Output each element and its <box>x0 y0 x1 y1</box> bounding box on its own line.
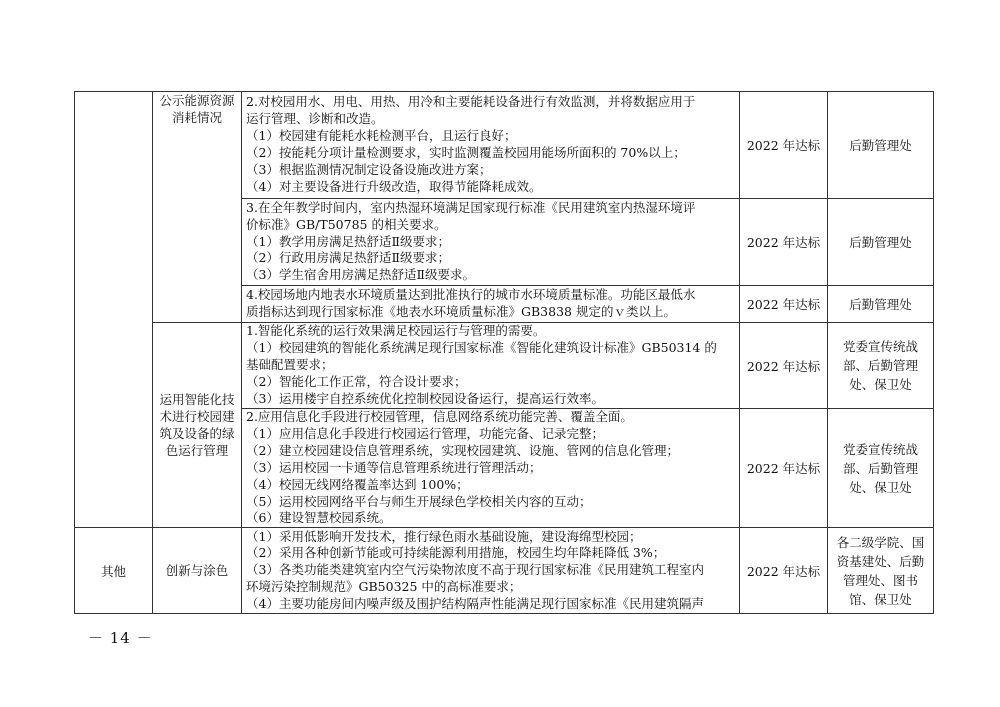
department-cell <box>828 528 934 614</box>
department-label: 党委宣传统战部、后勤管理处、保卫处 <box>842 441 918 495</box>
deadline-cell: 2022 年达标 <box>740 528 828 614</box>
page-number: － 14 － <box>88 629 153 647</box>
category-cell-empty <box>75 92 153 528</box>
subcategory-cell: 创新与涂色 <box>153 528 242 614</box>
content-cell <box>242 528 740 614</box>
requirements-table <box>74 91 934 614</box>
deadline-cell: 2022 年达标 <box>740 409 828 528</box>
content-line: （3）根据监测情况制定设备设施改进方案； <box>246 161 492 177</box>
content-line: （6）建设智慧校园系统。 <box>246 510 392 526</box>
content-line: （1）采用低影响开发技术，推行绿色雨水基础设施，建设海绵型校园； <box>246 528 642 544</box>
content-line: （2）行政用房满足热舒适Ⅱ级要求； <box>246 250 450 266</box>
content-line: （2）采用各种创新节能或可持续能源利用措施，校园生均年降耗降低 3%； <box>246 545 666 561</box>
content-cell <box>242 92 740 199</box>
subcategory-cell <box>153 323 242 528</box>
content-cell <box>242 286 740 323</box>
content-line: 3.在全年教学时间内，室内热湿环境满足国家现行标准《民用建筑室内热湿环境评 <box>246 199 696 215</box>
department-cell: 后勤管理处 <box>828 199 934 286</box>
deadline-cell: 2022 年达标 <box>740 286 828 323</box>
category-cell: 其他 <box>75 528 153 614</box>
content-line: （3）各类功能类建筑室内空气污染物浓度不高于现行国家标准《民用建筑工程室内 <box>246 562 704 578</box>
content-line: （4）主要功能房间内噪声级及围护结构隔声性能满足现行国家标准《民用建筑隔声 <box>246 596 704 612</box>
content-line: 质指标达到现行国家标准《地表水环境质量标准》GB3838 规定的ｖ类以上。 <box>246 304 676 319</box>
department-cell <box>828 323 934 409</box>
department-cell: 后勤管理处 <box>828 286 934 323</box>
content-cell <box>242 409 740 528</box>
table-row <box>75 92 934 199</box>
content-line: （1）校园建筑的智能化系统满足现行国家标准《智能化建筑设计标准》GB50314 的 <box>246 340 717 356</box>
deadline-cell: 2022 年达标 <box>740 323 828 409</box>
deadline-cell: 2022 年达标 <box>740 92 828 199</box>
department-label: 各二级学院、国资基建处、后勤管理处、图书馆、保卫处 <box>836 534 925 607</box>
content-line: 运行管理、诊断和改造。 <box>246 111 384 127</box>
content-line: 2.应用信息化手段进行校园管理，信息网络系统功能完善、覆盖全面。 <box>246 409 633 424</box>
subcategory-label: 运用智能化技术进行校园建筑及设备的绿色运行管理 <box>159 392 235 459</box>
department-cell <box>828 409 934 528</box>
content-line: 基础配置要求； <box>246 357 334 373</box>
content-line: 4.校园场地内地表水环境质量达到批准执行的城市水环境质量标准。功能区最低水 <box>246 287 696 303</box>
content-cell <box>242 323 740 409</box>
subcategory-cell <box>153 92 242 323</box>
department-label: 党委宣传统战部、后勤管理处、保卫处 <box>842 339 918 392</box>
content-line: （4）校园无线网络覆盖率达到 100%； <box>246 476 469 492</box>
content-cell <box>242 199 740 286</box>
content-line: 2.对校园用水、用电、用热、用冷和主要能耗设备进行有效监测，并将数据应用于 <box>246 94 696 110</box>
content-line: 1.智能化系统的运行效果满足校园运行与管理的需要。 <box>246 323 546 339</box>
content-line: （2）按能耗分项计量检测要求，实时监测覆盖校园用能场所面积的 70%以上； <box>246 145 686 160</box>
content-line: （3）运用校园一卡通等信息管理系统进行管理活动； <box>246 459 542 475</box>
deadline-cell: 2022 年达标 <box>740 199 828 286</box>
content-line: （5）运用校园网络平台与师生开展绿色学校相关内容的互动； <box>246 493 592 509</box>
table-row <box>75 323 934 409</box>
content-line: （1）教学用房满足热舒适Ⅱ级要求； <box>246 233 450 249</box>
content-line: 价标准》GB/T50785 的相关要求。 <box>246 216 447 232</box>
content-line: （1）应用信息化手段进行校园运行管理，功能完备、记录完整； <box>246 425 604 441</box>
content-line: （3）运用楼宇自控系统优化控制校园设备运行，提高运行效率。 <box>246 390 604 406</box>
table-row <box>75 528 934 614</box>
content-line: （2）智能化工作正常，符合设计要求； <box>246 373 467 389</box>
subcategory-label: 公示能源资源消耗情况 <box>159 93 235 125</box>
content-line: 环境污染控制规范》GB50325 中的高标准要求； <box>246 579 522 595</box>
content-line: （2）建立校园建设信息管理系统，实现校园建筑、设施、管网的信息化管理； <box>246 442 679 458</box>
department-cell: 后勤管理处 <box>828 92 934 199</box>
content-line: （4）对主要设备进行升级改造，取得节能降耗成效。 <box>246 178 542 194</box>
content-line: （1）校园建有能耗水耗检测平台，且运行良好； <box>246 128 517 144</box>
content-line: （3）学生宿舍用房满足热舒适Ⅱ级要求。 <box>246 267 475 283</box>
